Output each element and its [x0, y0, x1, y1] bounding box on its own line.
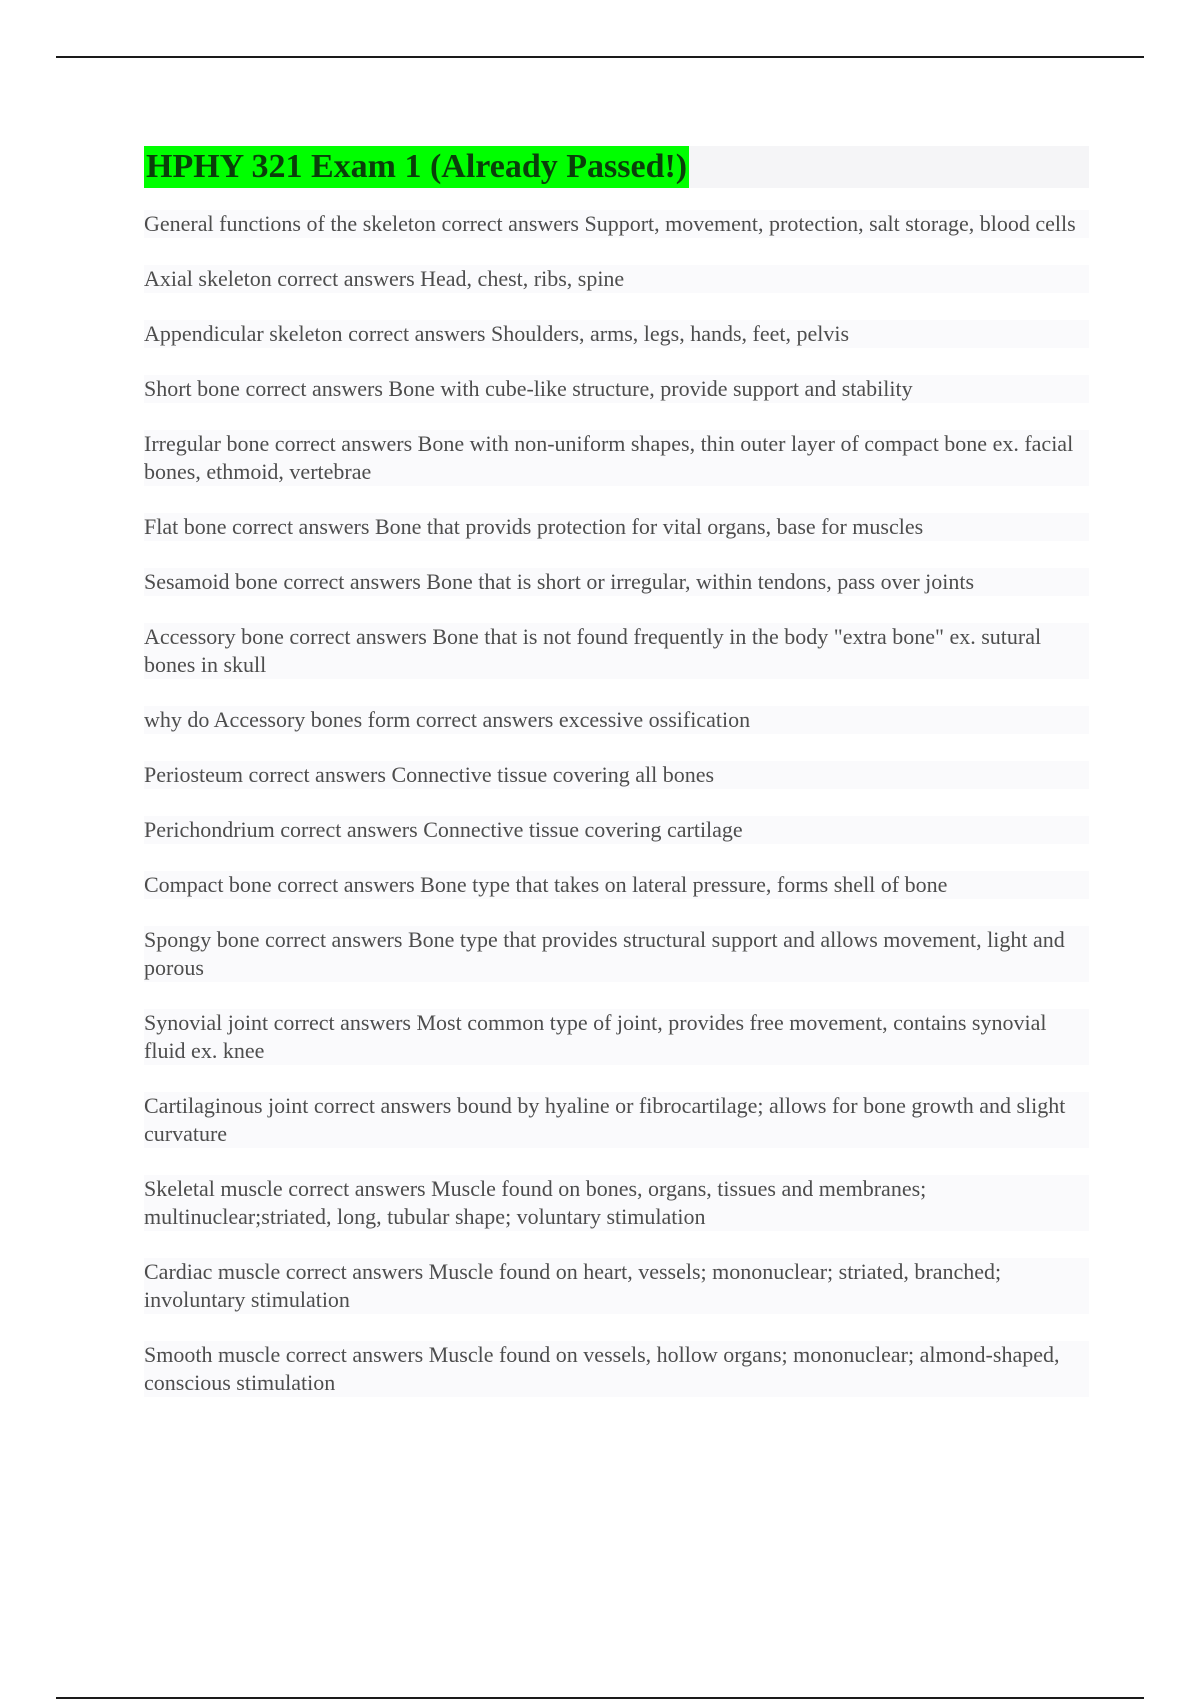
list-item	[144, 1258, 1089, 1314]
document-body	[144, 146, 1089, 1424]
list-item	[144, 871, 1089, 899]
entry-term: Compact bone	[144, 872, 272, 897]
entry-term: Spongy bone	[144, 927, 260, 952]
entry-separator: correct answers	[277, 872, 415, 897]
list-item	[144, 706, 1089, 734]
entry-answer: Muscle found on bones, organs, tissues and membranes; multinuclear;striated, long, tubular shape; voluntary stimulation	[144, 1176, 927, 1229]
list-item	[144, 320, 1089, 348]
entry-answer: Bone type that provides structural support and allows movement, light and porous	[144, 927, 1065, 980]
entry-answer: bound by hyaline or fibrocartilage; allows for bone growth and slight curvature	[144, 1093, 1066, 1146]
list-item	[144, 1341, 1089, 1397]
top-rule	[56, 56, 1144, 58]
entry-term: Short bone	[144, 376, 240, 401]
entry-term: Sesamoid bone	[144, 569, 278, 594]
bottom-rule	[56, 1697, 1144, 1699]
entry-term: Accessory bone	[144, 624, 284, 649]
entry-separator: correct answers	[277, 266, 415, 291]
entry-answer: Most common type of joint, provides free movement, contains synovial fluid ex. knee	[144, 1010, 1047, 1063]
entry-term: Synovial joint	[144, 1010, 269, 1035]
entry-answer: Shoulders, arms, legs, hands, feet, pelvis	[491, 321, 850, 346]
list-item	[144, 623, 1089, 679]
entry-term: Irregular bone	[144, 431, 270, 456]
entry-separator: correct answers	[289, 624, 427, 649]
entry-answer: Muscle found on heart, vessels; mononuclear; striated, branched; involuntary stimulation	[144, 1259, 1002, 1312]
list-item	[144, 761, 1089, 789]
document-title: HPHY 321 Exam 1 (Already Passed!)	[144, 146, 689, 188]
list-item	[144, 1092, 1089, 1148]
entry-term: why do Accessory bones form	[144, 707, 411, 732]
list-item	[144, 265, 1089, 293]
entry-separator: correct answers	[274, 431, 413, 456]
entry-separator: correct answers	[348, 321, 486, 346]
entry-term: Cartilaginous joint	[144, 1093, 309, 1118]
entry-term: Periosteum	[144, 762, 243, 787]
entry-separator: correct answers	[288, 1176, 426, 1201]
list-item	[144, 568, 1089, 596]
entry-separator: correct answers	[248, 762, 386, 787]
entry-separator: correct answers	[245, 376, 383, 401]
entry-term: Cardiac muscle	[144, 1259, 281, 1284]
entry-separator: correct answers	[232, 514, 370, 539]
entry-list	[144, 210, 1089, 1397]
entry-answer: Head, chest, ribs, spine	[420, 266, 625, 291]
entry-term: Axial skeleton	[144, 266, 272, 291]
entry-answer: excessive ossification	[558, 707, 751, 732]
entry-answer: Bone that is not found frequently in the body "extra bone" ex. sutural bones in skull	[144, 624, 1042, 677]
entry-separator: correct answers	[283, 569, 421, 594]
list-item	[144, 513, 1089, 541]
entry-separator: correct answers	[415, 707, 554, 732]
entry-answer: Bone with cube-like structure, provide support and stability	[388, 376, 913, 401]
entry-separator: correct answers	[273, 1010, 411, 1035]
entry-answer: Bone that provids protection for vital organs, base for muscles	[374, 514, 924, 539]
list-item	[144, 816, 1089, 844]
list-item	[144, 1009, 1089, 1065]
entry-separator: correct answers	[285, 1342, 424, 1367]
entry-separator: correct answers	[285, 1259, 424, 1284]
list-item	[144, 1175, 1089, 1231]
entry-term: Appendicular skeleton	[144, 321, 343, 346]
entry-term: Perichondrium	[144, 817, 275, 842]
entry-separator: correct answers	[265, 927, 403, 952]
entry-answer: Bone that is short or irregular, within tendons, pass over joints	[426, 569, 975, 594]
entry-separator: correct answers	[313, 1093, 452, 1118]
list-item	[144, 430, 1089, 486]
entry-answer: Support, movement, protection, salt storage, blood cells	[584, 211, 1076, 236]
entry-term: Smooth muscle	[144, 1342, 281, 1367]
list-item	[144, 375, 1089, 403]
entry-term: Skeletal muscle	[144, 1176, 283, 1201]
title-bar	[144, 146, 1089, 188]
entry-answer: Bone with non-uniform shapes, thin outer layer of compact bone ex. facial bones, ethmoid, vertebrae	[144, 431, 1074, 484]
entry-answer: Bone type that takes on lateral pressure, forms shell of bone	[420, 872, 948, 897]
entry-answer: Muscle found on vessels, hollow organs; mononuclear; almond-shaped, conscious stimulation	[144, 1342, 1060, 1395]
entry-term: General functions of the skeleton	[144, 211, 437, 236]
entry-answer: Connective tissue covering all bones	[391, 762, 715, 787]
list-item	[144, 210, 1089, 238]
entry-separator: correct answers	[441, 211, 579, 236]
list-item	[144, 926, 1089, 982]
entry-separator: correct answers	[280, 817, 418, 842]
entry-term: Flat bone	[144, 514, 227, 539]
entry-answer: Connective tissue covering cartilage	[423, 817, 743, 842]
